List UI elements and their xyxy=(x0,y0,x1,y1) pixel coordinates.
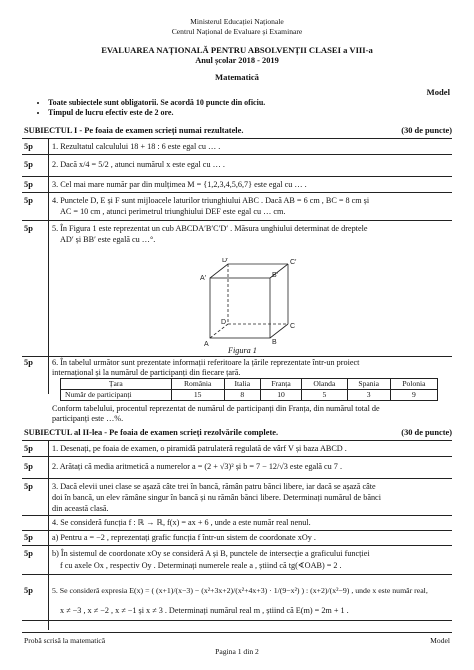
cube-front-face xyxy=(210,278,270,338)
divider xyxy=(22,176,452,177)
question-2-1: 1. Desenați, pe foaia de examen, o piramidă patrulateră regulată de vârf V și baza ABCD . xyxy=(52,444,347,453)
section-1-points: (30 de puncte) xyxy=(401,126,452,135)
table-header-cell: Franța xyxy=(260,379,302,390)
question-1-2: 2. Dacă x/4 = 5/2 , atunci numărul x este egal cu … . xyxy=(52,160,225,169)
question-1-5a: 5. În Figura 1 este reprezentat un cub ABCDA′B′C′D′ . Măsura unghiului determinat de dreptele xyxy=(52,224,368,233)
item-points: 5p xyxy=(24,482,33,491)
label-C-prime: C′ xyxy=(290,259,297,266)
question-1-6c: Conform tabelului, procentul reprezentat de numărul de participanți din Franța, din numărul total de xyxy=(52,404,380,413)
question-1-3: 3. Cel mai mare număr par din mulțimea M = {1,2,3,4,5,6,7} este egal cu … . xyxy=(52,180,307,189)
label-C: C xyxy=(290,323,296,330)
divider xyxy=(22,220,452,221)
instruction-item: • Toate subiectele sunt obligatorii. Se acordă 10 puncte din oficiu. xyxy=(48,98,265,108)
section-2-title-text: SUBIECTUL al II-lea - Pe foaia de examen scrieți rezolvările complete. xyxy=(24,428,279,437)
divider xyxy=(22,356,452,357)
ministry-name: Ministerul Educației Naționale xyxy=(190,17,284,26)
question-2-2: 2. Arătați că media aritmetică a numerelor a = (2 + √3)² și b = 7 − 12/√3 este egală cu 7 . xyxy=(52,462,342,471)
divider xyxy=(22,620,452,621)
question-1-6a: 6. În tabelul următor sunt prezentate informații referitoare la țările reprezentate într-un proiect xyxy=(52,358,360,367)
section-2-title xyxy=(24,428,452,439)
item-points: 5p xyxy=(24,358,33,367)
cube-figure xyxy=(190,258,310,354)
school-year: Anul școlar 2018 - 2019 xyxy=(195,56,279,65)
cube-edge xyxy=(270,324,288,338)
question-2-4a: a) Pentru a = −2 , reprezentați grafic funcția f într-un sistem de coordonate xOy . xyxy=(52,533,316,542)
item-points: 5p xyxy=(24,533,33,542)
instructions xyxy=(14,98,454,122)
section-2-points: (30 de puncte) xyxy=(401,428,452,437)
question-1-6b: internațional și la numărul de participanți din fiecare țară. xyxy=(52,368,241,377)
figure-caption: Figura 1 xyxy=(228,346,257,355)
item-points: 5p xyxy=(24,180,33,189)
item-points: 5p xyxy=(24,549,33,558)
table-header-cell: Țara xyxy=(61,379,172,390)
section-1-title-text: SUBIECTUL I - Pe foaia de examen scrieți numai rezultatele. xyxy=(24,126,244,135)
question-2-5b: x ≠ −3 , x ≠ −2 , x ≠ −1 și x ≠ 3 . Determinați numărul real m , știind că E(m) = 2m + 1 . xyxy=(60,606,349,615)
center-name: Centrul Național de Evaluare și Examinare xyxy=(171,27,303,36)
divider xyxy=(22,478,452,479)
label-D: D xyxy=(221,319,227,326)
label-B: B xyxy=(272,339,277,346)
footer-divider xyxy=(22,632,452,633)
question-2-3b: doi în bancă, un elev rămâne singur în bancă și nu rămân bănci libere. Determinați numărul de bănci xyxy=(52,493,381,502)
table-cell: 9 xyxy=(390,390,437,401)
divider xyxy=(22,192,452,193)
exam-title: EVALUAREA NAȚIONALĂ PENTRU ABSOLVENȚII CLASEI a VIII-a xyxy=(101,45,373,55)
question-1-5b: AD′ și BB′ este egală cu …°. xyxy=(60,235,156,244)
item-points: 5p xyxy=(24,586,33,595)
cube-edge xyxy=(210,264,228,278)
subject-name: Matematică xyxy=(215,72,259,82)
divider xyxy=(22,154,452,155)
page-number: Pagina 1 din 2 xyxy=(215,647,259,656)
divider xyxy=(22,574,452,575)
table-cell: 15 xyxy=(171,390,224,401)
table-header-cell: Polonia xyxy=(390,379,437,390)
divider xyxy=(22,545,452,546)
question-2-5a: 5. Se consideră expresia E(x) = ( (x+1)/(x−3) − (x²+3x+2)/(x²+4x+3) · 1/(9−x²) ) : (x+2)/(x²−9) , unde x este număr real, xyxy=(52,586,428,595)
divider xyxy=(22,138,452,139)
item-points: 5p xyxy=(24,196,33,205)
participants-table xyxy=(60,378,438,401)
table-header-cell: România xyxy=(171,379,224,390)
item-points: 5p xyxy=(24,444,33,453)
divider xyxy=(22,515,452,516)
label-A-prime: A′ xyxy=(200,275,206,282)
footer-right: Model xyxy=(430,636,450,645)
instruction-item: • Timpul de lucru efectiv este de 2 ore. xyxy=(48,108,265,118)
table-header-cell: Olanda xyxy=(302,379,347,390)
table-cell: 10 xyxy=(260,390,302,401)
question-2-4: 4. Se consideră funcția f : ℝ → ℝ, f(x) = ax + 6 , unde a este număr real nenul. xyxy=(52,518,311,527)
label-B-prime: B′ xyxy=(272,272,278,279)
table-row-label: Număr de participanți xyxy=(61,390,172,401)
divider xyxy=(22,440,452,441)
cube-hidden-edge xyxy=(210,324,228,338)
table-header-cell: Italia xyxy=(224,379,260,390)
table-cell: 8 xyxy=(224,390,260,401)
question-2-4b-line1: b) În sistemul de coordonate xOy se consideră A și B, punctele de intersecție a graficului funcției xyxy=(52,549,370,558)
table-cell: 3 xyxy=(347,390,390,401)
label-D-prime: D′ xyxy=(222,258,229,264)
divider xyxy=(22,456,452,457)
question-1-6d: participanți este …%. xyxy=(52,414,124,423)
table-header-row xyxy=(61,379,438,390)
item-points: 5p xyxy=(24,160,33,169)
question-1-4a: 4. Punctele D, E și F sunt mijloacele laturilor triunghiului ABC . Dacă AB = 6 cm , BC = 8 cm și xyxy=(52,196,370,205)
question-1-1: 1. Rezultatul calculului 18 + 18 : 6 este egal cu … . xyxy=(52,142,221,151)
question-1-4b: AC = 10 cm , atunci perimetrul triunghiului DEF este egal cu … cm. xyxy=(60,207,286,216)
footer-left: Probă scrisă la matematică xyxy=(24,636,106,645)
label-A: A xyxy=(204,341,209,348)
divider xyxy=(22,530,452,531)
model-label: Model xyxy=(426,87,450,97)
table-cell: 5 xyxy=(302,390,347,401)
section-1-title xyxy=(24,126,452,137)
item-points: 5p xyxy=(24,462,33,471)
points-column-line xyxy=(48,440,49,630)
question-2-3a: 3. Dacă elevii unei clase se așază câte trei în bancă, rămân patru bănci libere, iar dacă se așază câte xyxy=(52,482,376,491)
item-points: 5p xyxy=(24,142,33,151)
question-2-3c: din această clasă. xyxy=(52,504,109,513)
table-row xyxy=(61,390,438,401)
question-2-4b-line2: f cu axele Ox , respectiv Oy . Determinați numerele reale a , știind că tg(∢OAB) = 2 . xyxy=(60,561,342,570)
item-points: 5p xyxy=(24,224,33,233)
table-header-cell: Spania xyxy=(347,379,390,390)
